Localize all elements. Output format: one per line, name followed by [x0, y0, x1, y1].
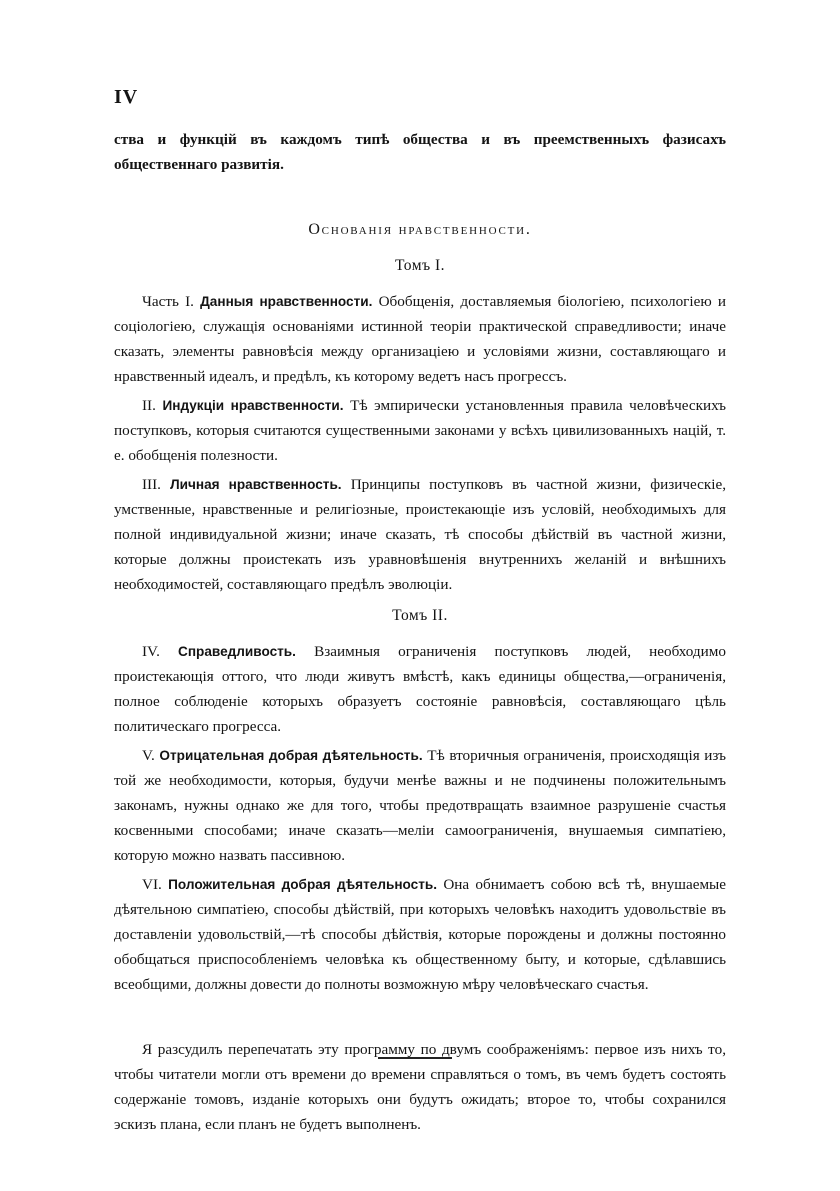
part-2 [114, 393, 726, 468]
continuation-paragraph: ства и функцій въ каждомъ типѣ общества и въ преемственныхъ фазисахъ общественнаго развитія. [114, 131, 726, 173]
part-text: Взаимныя ограниченія поступковъ людей, необходимо проистекающія оттого, что люди живутъ вмѣстѣ, какъ единицы общества,—ограниченія, полное соблюденіе которыхъ образуетъ состояніе равновѣсія, составляющаго цѣль политическаго прогресса. [114, 643, 726, 735]
part-number: II. [142, 397, 156, 414]
part-number: IV. [142, 643, 160, 660]
volume-2-heading: Томъ II. [392, 607, 448, 624]
end-rule-divider [378, 1057, 452, 1059]
volume-1-heading: Томъ I. [395, 257, 445, 274]
page-body [114, 127, 726, 1137]
part-heading: Положительная добрая дѣятельность. [168, 877, 438, 892]
part-number: V. [142, 747, 155, 764]
closing-note: Я разсудилъ перепечатать эту программу по двумъ соображеніямъ: первое изъ нихъ то, чтобы читатели могли отъ времени до времени справляться о томъ, въ чемъ будетъ состоять содержаніе томовъ, изданіе которыхъ они будутъ ожидать; второе то, чтобы сохранился эскизъ плана, если планъ не будетъ выполненъ. [114, 1041, 726, 1133]
part-3 [114, 472, 726, 597]
part-number: III. [142, 476, 161, 493]
part-number: Часть I. [142, 293, 194, 310]
part-text: Она обнимаетъ собою всѣ тѣ, внушаемые дѣятельною симпатіею, способы дѣйствій, при которыхъ человѣкъ находитъ удовольствіе въ доставленіи удовольствій,—тѣ способы дѣйствія, которые порождены и должны постоянно обобщаться приспособленіемъ человѣка къ общественному быту, и которые, сдѣлавшись всеобщими, должны довести до полноты возможную мѣру человѣческаго счастья. [114, 876, 727, 993]
part-6 [114, 872, 726, 997]
part-text: Тѣ вторичныя ограниченія, происходящія изъ той же необходимости, которыя, будучи менѣе важны и не подчинены положительнымъ законамъ, нужны однако же для того, чтобы предотвращать взаимное разрушеніе счастья косвенными способами; иначе сказать—меліи самоограниченія, внушаемыя симпатіею, которую можно назвать пассивною. [114, 747, 727, 864]
part-heading: Отрицательная добрая дѣятельность. [159, 748, 423, 763]
part-heading: Индукціи нравственности. [162, 398, 344, 413]
part-heading: Личная нравственность. [170, 477, 342, 492]
page-number: IV [114, 86, 139, 108]
part-text: Тѣ эмпирически установленныя правила человѣческихъ поступковъ, которыя считаются существенными законами у всѣхъ цивилизованныхъ націй, т. е. обобщенія полезности. [114, 397, 727, 464]
part-heading: Справедливость. [178, 644, 296, 659]
part-4 [114, 639, 726, 739]
part-5 [114, 743, 726, 868]
part-text: Принципы поступковъ въ частной жизни, физическіе, умственные, нравственные и религіозные, проистекающіе изъ условій, необходимыхъ для полной индивидуальной жизни; иначе сказать, тѣ способы дѣйствій въ частной жизни, которые должны проистекать изъ уравновѣшенія внутреннихъ желаній и внѣшнихъ необходимостей, составляющаго предѣлъ эволюціи. [114, 476, 727, 593]
part-heading: Данныя нравственности. [200, 294, 373, 309]
section-title: Основанія нравственности. [308, 221, 532, 238]
part-1 [114, 289, 726, 389]
part-number: VI. [142, 876, 162, 893]
part-text: Обобщенія, доставляемыя біологіею, психологіею и соціологіею, служащія основаніями истинной теоріи практической справедливости; иначе сказать, элементы равновѣсія между организаціею и условіями жизни, составляющаго и нравственный идеалъ, и предѣлъ, къ которому ведетъ насъ прогрессъ. [114, 293, 727, 385]
